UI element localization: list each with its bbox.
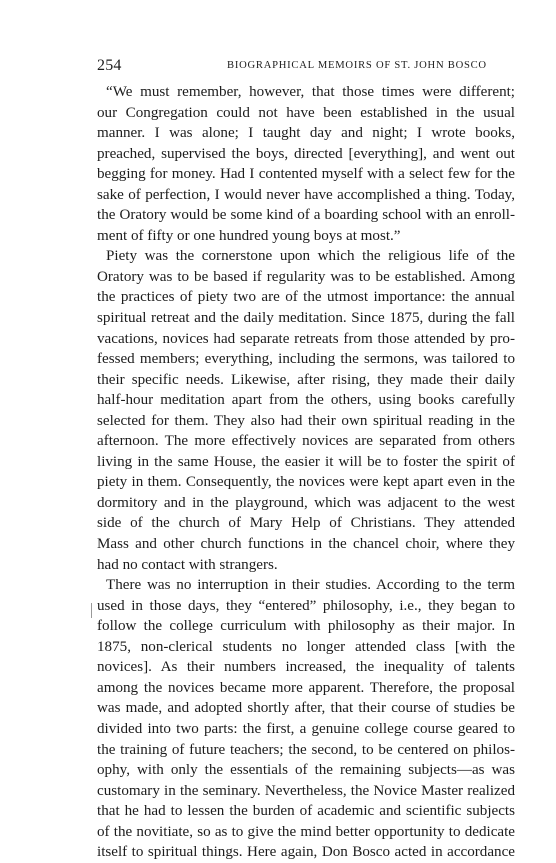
text-line: half-hour meditation apart from the others, using books carefully [97,392,515,409]
text-line: divided into two parts: the first, a genuine college course geared to [97,720,515,737]
text-line: ophy, with only the essentials of the remaining subjects—as was [97,762,515,779]
running-header [97,57,515,79]
text-line: Piety was the cornerstone upon which the religious life of the [106,248,515,265]
text-line: There was no interruption in their studies. According to the term [106,577,515,594]
text-line: begging for money. Had I contented myself with a select few for the [97,166,515,183]
text-line: piety in them. Consequently, the novices were kept apart even in the [97,474,515,491]
text-line: spiritual retreat and the daily meditation. Since 1875, during the fall [97,310,515,327]
text-line: was made, and adopted shortly after, that their course of studies be [97,700,515,717]
text-line: 1875, non-clerical students no longer attended class [with the [97,638,515,655]
text-line: the Oratory would be some kind of a boarding school with an enroll- [97,207,515,224]
text-line: the practices of piety two are of the utmost importance: the annual [97,289,515,306]
text-line: customary in the seminary. Nevertheless, the Novice Master realized [97,782,515,799]
text-line: manner. I was alone; I taught day and night; I wrote books, [97,125,515,142]
text-line: our Congregation could not have been established in the usual [97,104,515,121]
text-line: follow the college curriculum with philosophy as their major. In [97,618,515,635]
text-line: afternoon. The more effectively novices are separated from others [97,433,515,450]
text-line: fessed members; everything, including the sermons, was tailored to [97,351,515,368]
text-line: Mass and other church functions in the chancel choir, where they [97,536,515,553]
text-line: living in the same House, the easier it will be to foster the spirit of [97,453,515,470]
text-line: among the novices became more apparent. Therefore, the proposal [97,679,515,696]
text-line: novices]. As their numbers increased, the inequality of talents [97,659,515,676]
text-line: of the novitiate, so as to give the mind better opportunity to dedicate [97,823,515,840]
text-line: that he had to lessen the burden of academic and scientific subjects [97,803,515,820]
text-line: used in those days, they “entered” philosophy, i.e., they began to [97,597,515,614]
text-line: dormitory and in the playground, which was adjacent to the west [97,494,515,511]
text-line: sake of perfection, I would never have accomplished a thing. Today, [97,186,515,203]
text-line: Oratory was to be based if regularity was to be established. Among [97,268,515,285]
text-line: “We must remember, however, that those times were different; [106,84,515,100]
text-line: their specific needs. Likewise, after rising, they made their daily [97,371,515,388]
margin-mark [91,603,92,618]
text-line: vacations, novices had separate retreats from those attended by pro- [97,330,515,347]
text-line: had no contact with strangers. [97,556,278,573]
text-line: itself to spiritual things. Here again, Don Bosco acted in accordance [97,844,515,861]
running-title: BIOGRAPHICAL MEMOIRS OF ST. JOHN BOSCO [227,60,487,71]
text-line: preached, supervised the boys, directed [everything], and went out [97,145,515,162]
text-line: the training of future teachers; the second, to be centered on philos- [97,741,515,758]
body-text [97,82,515,863]
text-line: ment of fifty or one hundred young boys at most.” [97,227,401,244]
page-number: 254 [97,57,122,74]
text-line: side of the church of Mary Help of Christians. They attended [97,515,515,532]
text-line: selected for them. They also had their own spiritual reading in the [97,412,515,429]
